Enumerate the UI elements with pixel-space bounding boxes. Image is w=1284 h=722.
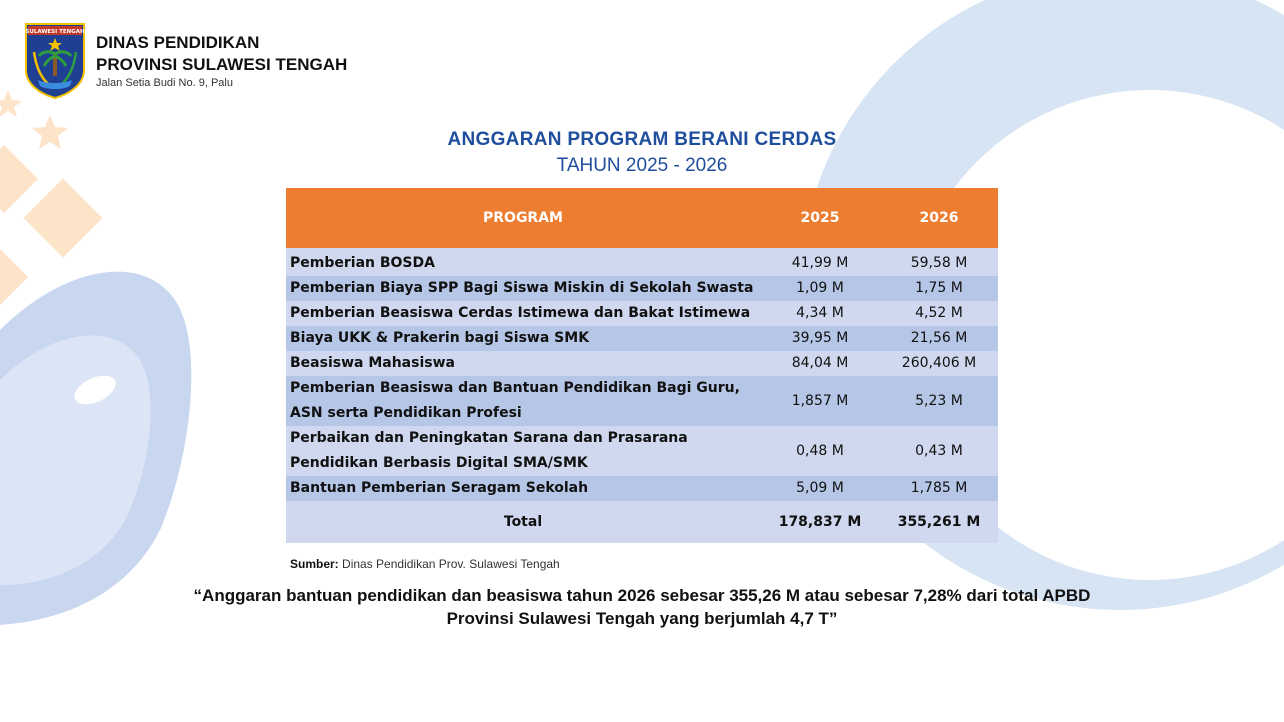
value-2025-cell: 1,857 M — [760, 376, 880, 426]
summary-quote — [160, 584, 1124, 630]
bg-diamond-1 — [23, 178, 102, 257]
value-2025-cell: 39,95 M — [760, 326, 880, 351]
table-row — [286, 476, 998, 501]
organization-name-line2: PROVINSI SULAWESI TENGAH — [96, 55, 348, 74]
organization-address: Jalan Setia Budi No. 9, Palu — [96, 77, 233, 89]
value-2026-cell: 59,58 M — [880, 248, 998, 276]
bg-star-2 — [0, 90, 22, 117]
bg-diamond-3 — [0, 246, 28, 308]
table-row — [286, 326, 998, 351]
value-2026-cell: 1,785 M — [880, 476, 998, 501]
program-cell-line1: Perbaikan dan Peningkatan Sarana dan Prasarana — [290, 430, 688, 446]
table-row — [286, 376, 998, 426]
total-label-cell: Total — [286, 501, 760, 543]
table-row — [286, 301, 998, 326]
province-emblem-logo — [24, 22, 86, 100]
value-2025-cell: 41,99 M — [760, 248, 880, 276]
table-row — [286, 248, 998, 276]
program-cell: Pemberian Biaya SPP Bagi Siswa Miskin di Sekolah Swasta — [286, 276, 760, 301]
program-cell — [286, 426, 760, 476]
value-2026-cell: 21,56 M — [880, 326, 998, 351]
column-header-2026: 2026 — [880, 188, 998, 248]
value-2025-cell: 0,48 M — [760, 426, 880, 476]
program-cell: Pemberian BOSDA — [286, 248, 760, 276]
table-header-row — [286, 188, 998, 248]
value-2026-cell: 4,52 M — [880, 301, 998, 326]
page-title: ANGGARAN PROGRAM BERANI CERDAS — [447, 129, 837, 150]
table-row — [286, 276, 998, 301]
value-2026-cell: 1,75 M — [880, 276, 998, 301]
organization-name-line1: DINAS PENDIDIKAN — [96, 33, 260, 52]
summary-quote-line2: Provinsi Sulawesi Tengah yang berjumlah 4,7 T” — [446, 609, 838, 628]
program-cell: Bantuan Pemberian Seragam Sekolah — [286, 476, 760, 501]
program-cell: Biaya UKK & Prakerin bagi Siswa SMK — [286, 326, 760, 351]
program-cell — [286, 376, 760, 426]
column-header-2025: 2025 — [760, 188, 880, 248]
program-cell: Pemberian Beasiswa Cerdas Istimewa dan Bakat Istimewa — [286, 301, 760, 326]
value-2025-cell: 84,04 M — [760, 351, 880, 376]
table-row — [286, 351, 998, 376]
program-cell-line2: ASN serta Pendidikan Profesi — [290, 405, 522, 421]
program-cell-line2: Pendidikan Berbasis Digital SMA/SMK — [290, 455, 588, 471]
column-header-program: PROGRAM — [286, 188, 760, 248]
total-row — [286, 501, 998, 543]
svg-text:SULAWESI TENGAH: SULAWESI TENGAH — [25, 29, 85, 35]
value-2026-cell: 260,406 M — [880, 351, 998, 376]
source-note — [290, 557, 560, 571]
source-label: Sumber: — [290, 557, 339, 571]
value-2026-cell: 0,43 M — [880, 426, 998, 476]
value-2026-cell: 5,23 M — [880, 376, 998, 426]
total-2025-cell: 178,837 M — [760, 501, 880, 543]
budget-table — [286, 188, 998, 543]
summary-quote-line1: “Anggaran bantuan pendidikan dan beasiswa tahun 2026 sebesar 355,26 M atau sebesar 7,28% dari total APBD — [193, 586, 1091, 605]
value-2025-cell: 1,09 M — [760, 276, 880, 301]
bg-star-1 — [32, 115, 68, 149]
table-row — [286, 426, 998, 476]
value-2025-cell: 5,09 M — [760, 476, 880, 501]
page-subtitle: TAHUN 2025 - 2026 — [556, 155, 728, 176]
bg-diamond-2 — [0, 145, 38, 213]
program-cell: Beasiswa Mahasiswa — [286, 351, 760, 376]
total-2026-cell: 355,261 M — [880, 501, 998, 543]
program-cell-line1: Pemberian Beasiswa dan Bantuan Pendidikan Bagi Guru, — [290, 380, 740, 396]
value-2025-cell: 4,34 M — [760, 301, 880, 326]
source-text: Dinas Pendidikan Prov. Sulawesi Tengah — [342, 557, 560, 571]
